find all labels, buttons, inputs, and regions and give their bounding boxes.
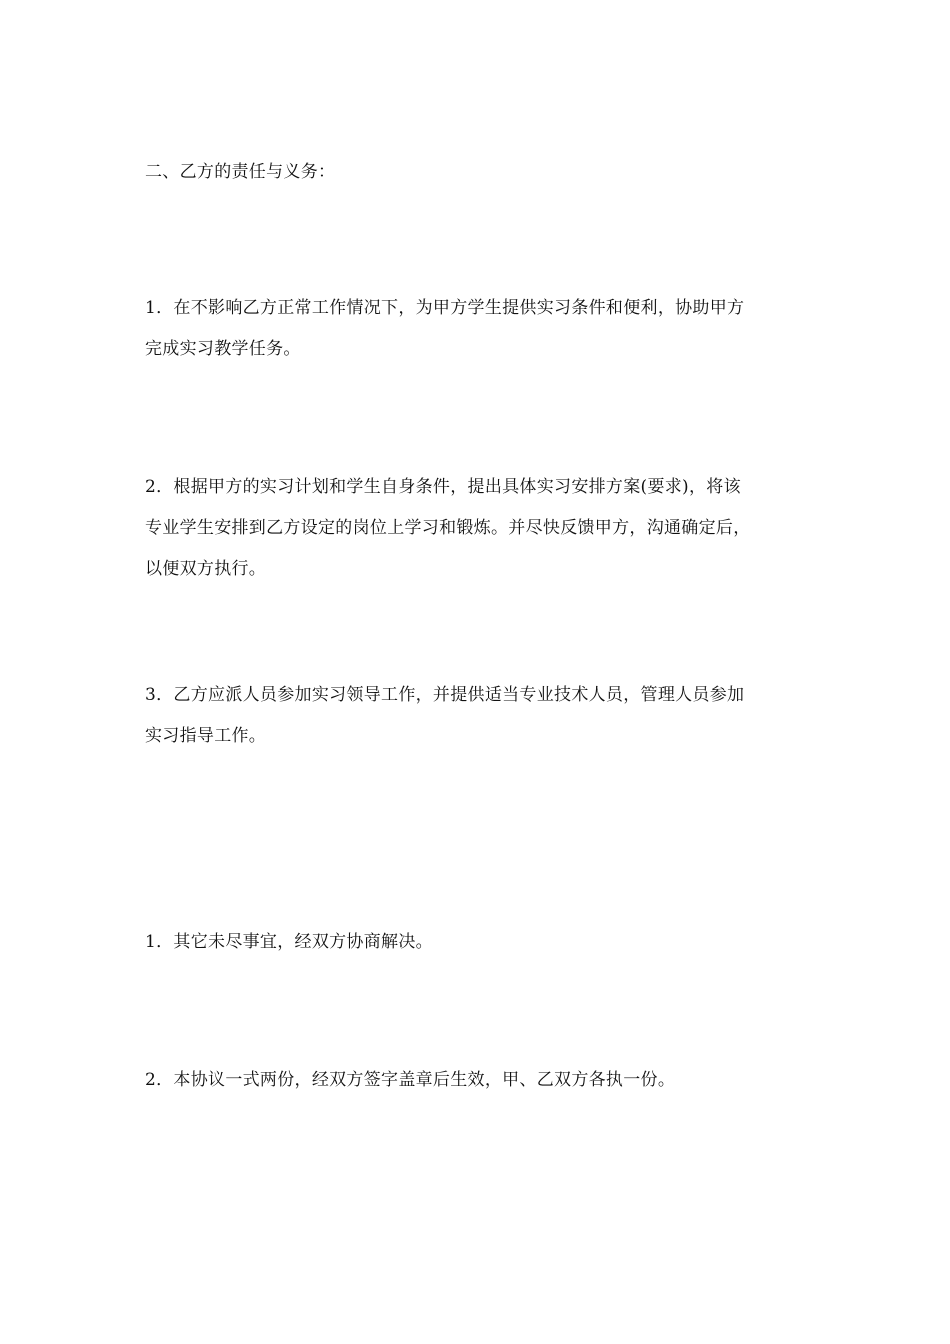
section-heading-text: 二、乙方的责任与义务：	[145, 162, 336, 182]
obligation-item-2-line-1: 2．根据甲方的实习计划和学生自身条件，提出具体实习安排方案(要求)，将该	[145, 477, 741, 497]
other-term-item-1	[145, 922, 810, 963]
other-term-item-2	[145, 1060, 810, 1101]
other-term-item-2-line-1: 2．本协议一式两份，经双方签字盖章后生效，甲、乙双方各执一份。	[145, 1070, 676, 1090]
other-term-item-1-line-1: 1．其它未尽事宜，经双方协商解决。	[145, 932, 433, 952]
obligation-item-1-line-1: 1．在不影响乙方正常工作情况下，为甲方学生提供实习条件和便利，协助甲方	[145, 298, 745, 318]
section-heading	[145, 152, 810, 193]
obligation-item-3-line-2: 实习指导工作。	[145, 726, 267, 746]
obligation-item-2-line-3: 以便双方执行。	[145, 559, 267, 579]
obligation-item-2	[145, 467, 810, 590]
obligation-item-3-line-1: 3．乙方应派人员参加实习领导工作，并提供适当专业技术人员，管理人员参加	[145, 685, 745, 705]
obligation-item-1-line-2: 完成实习教学任务。	[145, 339, 301, 359]
obligation-item-1	[145, 288, 810, 370]
obligation-item-2-line-2: 专业学生安排到乙方设定的岗位上学习和锻炼。并尽快反馈甲方，沟通确定后，	[145, 518, 751, 538]
obligation-item-3	[145, 675, 810, 757]
